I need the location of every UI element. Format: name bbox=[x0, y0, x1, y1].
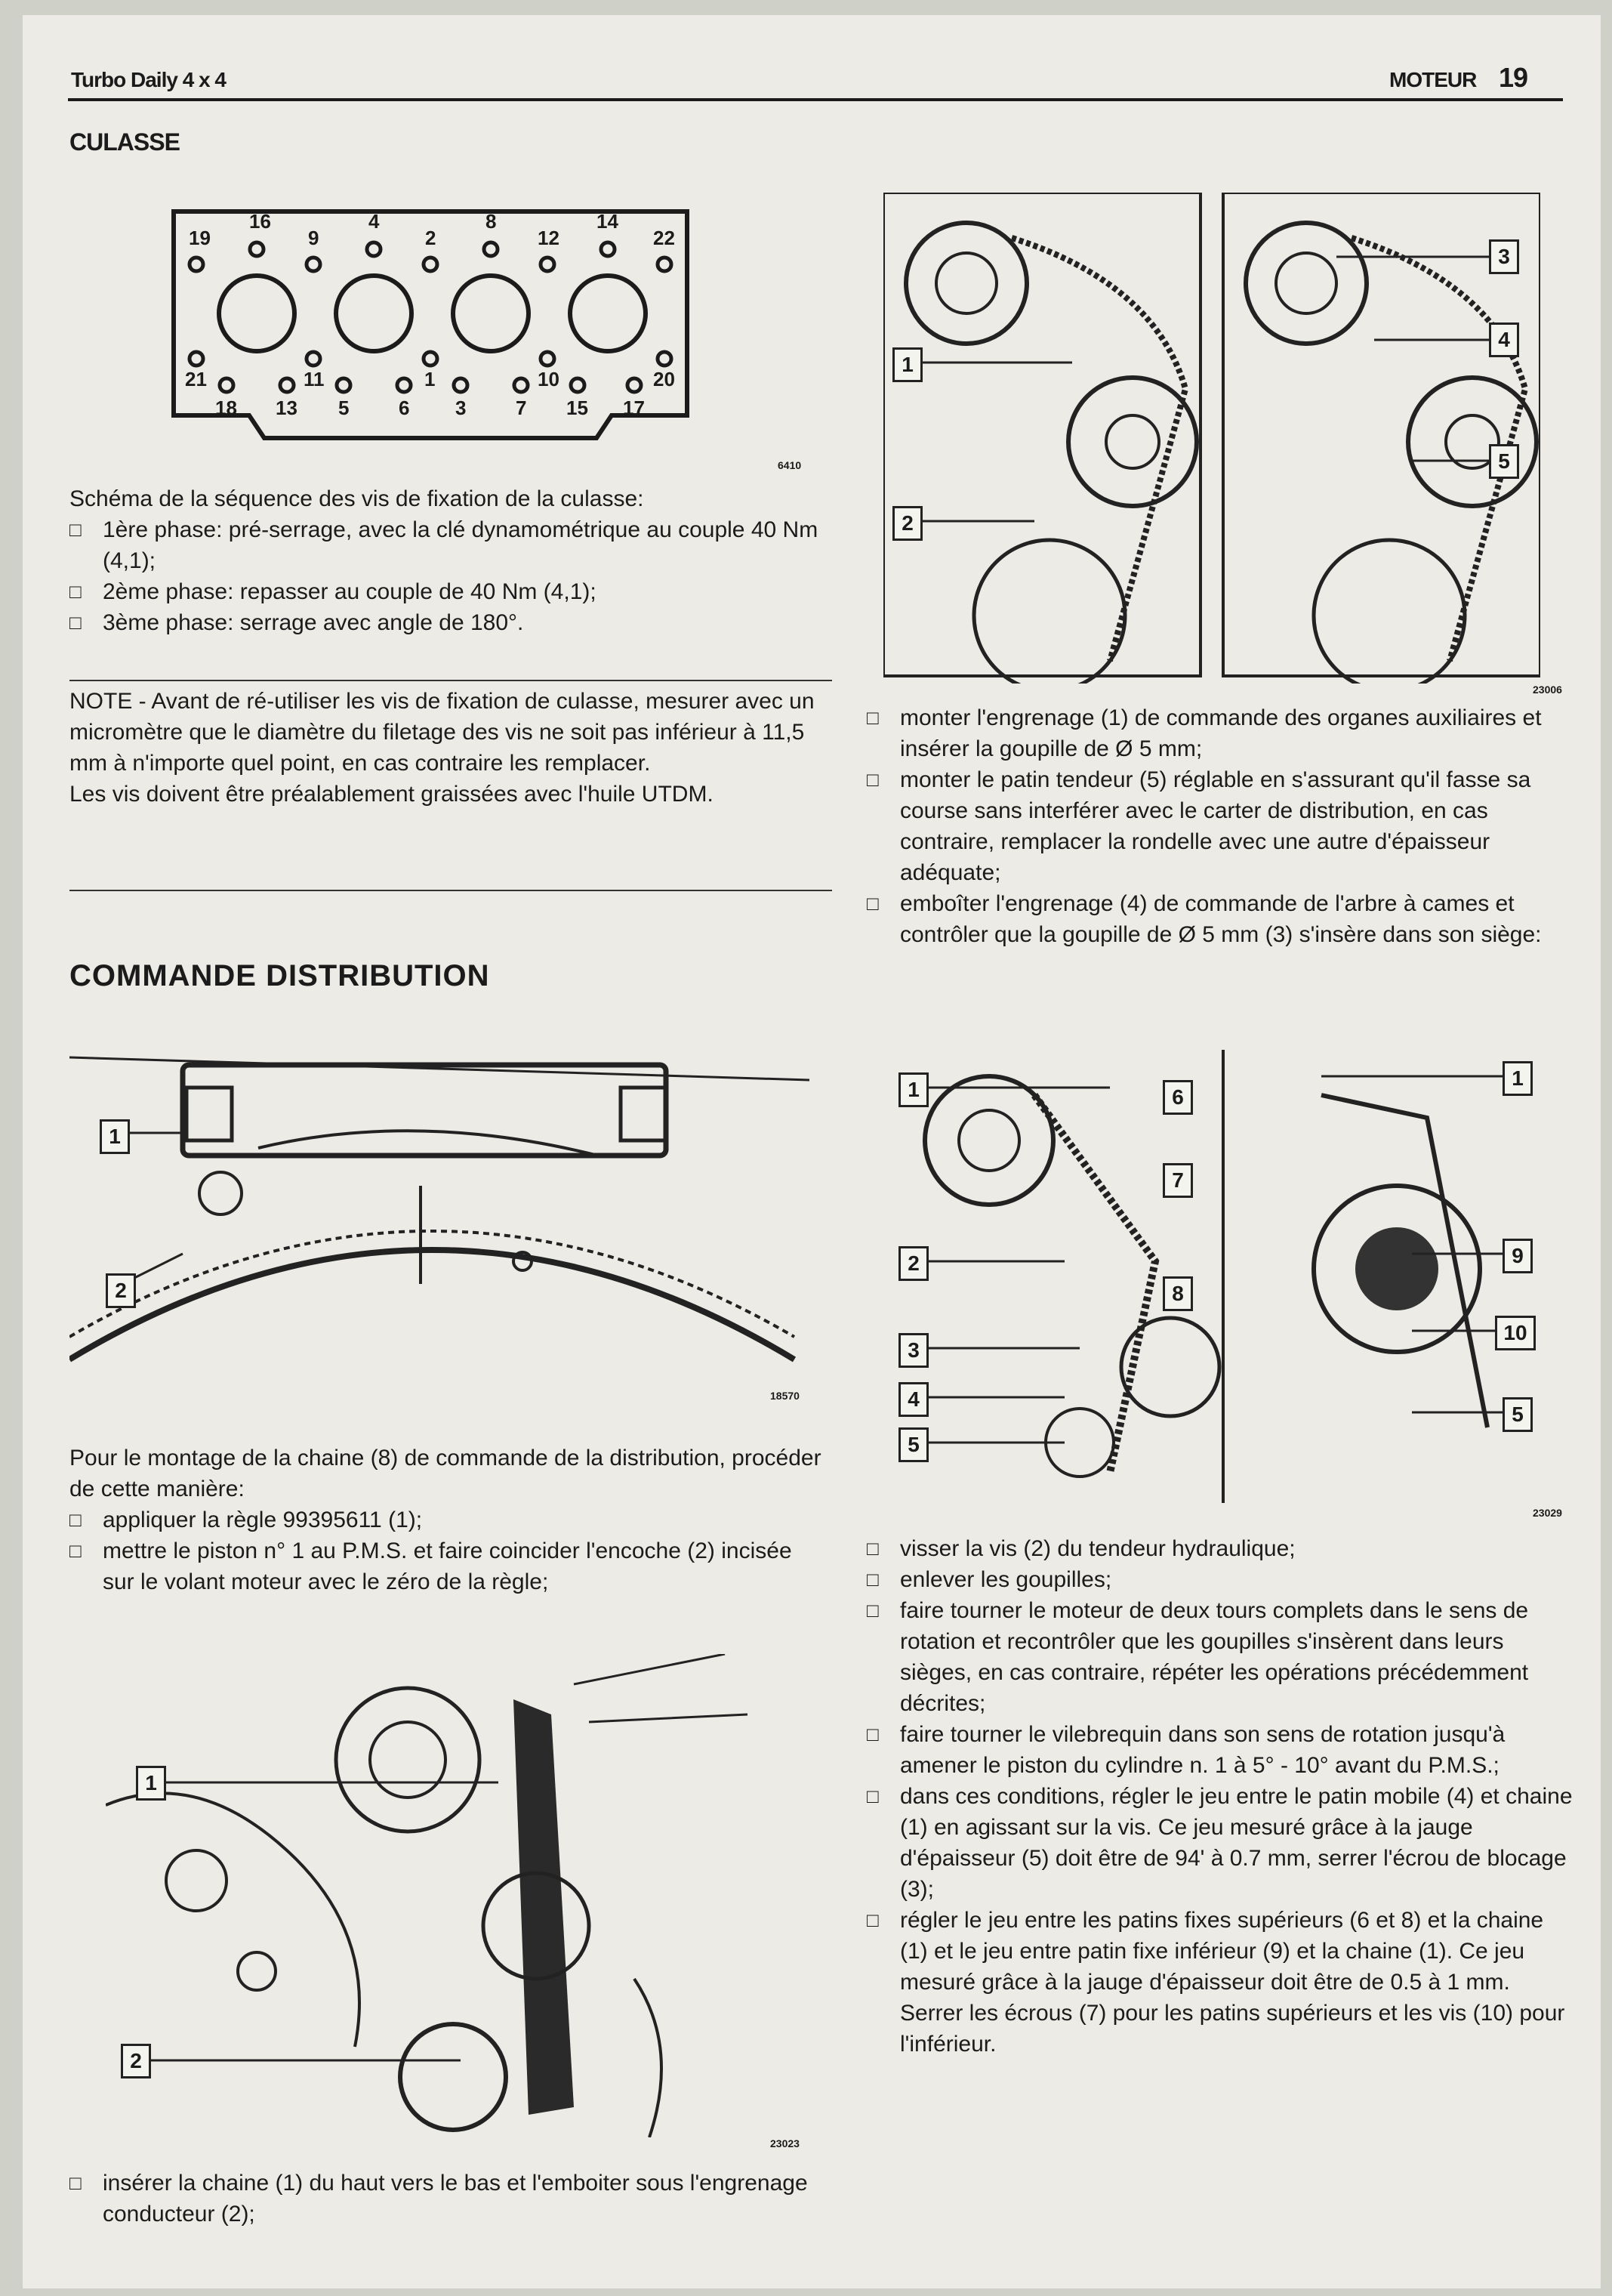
bolt-label: 18 bbox=[215, 397, 237, 419]
cylinder-head-diagram bbox=[143, 189, 717, 461]
callout-5: 5 bbox=[1489, 444, 1519, 479]
bolt-label: 13 bbox=[276, 397, 297, 419]
list-item: □ enlever les goupilles; bbox=[867, 1564, 1577, 1595]
list-item: □ appliquer la règle 99395611 (1); bbox=[69, 1504, 824, 1535]
manual-page bbox=[23, 15, 1601, 2288]
list-item: □ 3ème phase: serrage avec angle de 180°. bbox=[69, 607, 824, 638]
bolt-label: 5 bbox=[338, 397, 350, 419]
list-item: □ 1ère phase: pré-serrage, avec la clé dynamométrique au couple 40 Nm (4,1); bbox=[69, 514, 824, 576]
flywheel-ruler-figure bbox=[69, 1027, 809, 1390]
bolt-label: 3 bbox=[455, 397, 467, 419]
callout-7: 7 bbox=[1163, 1163, 1193, 1198]
bolt-label: 14 bbox=[596, 210, 618, 233]
list-item: □ emboîter l'engrenage (4) de commande de l'arbre à cames et contrôler que la goupille de Ø 5 mm (3) s'insère dans son siège: bbox=[867, 888, 1577, 950]
list-item: □ faire tourner le moteur de deux tours complets dans le sens de rotation et recontrôler que les goupilles s'insèrent dans leurs sièges, en cas contraire, répéter les opérations précédemment décrites; bbox=[867, 1595, 1577, 1719]
callout-3: 3 bbox=[1489, 239, 1519, 274]
list-item: □ dans ces conditions, régler le jeu entre le patin mobile (4) et chaine (1) en agissant sur la vis. Ce jeu mesuré grâce à la jauge d'épaisseur (5) doit être de 94' à 0.7 mm, serrer l'écrou de blocage (3); bbox=[867, 1781, 1577, 1905]
callout-6: 6 bbox=[1163, 1080, 1193, 1115]
right-instructions-a bbox=[867, 702, 1577, 950]
distribution-instructions bbox=[69, 1443, 824, 1597]
callout-2: 2 bbox=[121, 2044, 151, 2078]
bolt-label: 15 bbox=[566, 397, 588, 419]
callout-5: 5 bbox=[898, 1427, 929, 1462]
culasse-note bbox=[69, 686, 824, 810]
figure-id: 23006 bbox=[1533, 684, 1562, 696]
bolt-label: 8 bbox=[485, 210, 497, 233]
culasse-instructions bbox=[69, 483, 824, 638]
callout-1: 1 bbox=[898, 1072, 929, 1107]
chain-tensioner-figure bbox=[883, 1050, 1563, 1503]
culasse-caption: Schéma de la séquence des vis de fixation de la culasse: bbox=[69, 486, 644, 511]
header-model: Turbo Daily 4 x 4 bbox=[71, 68, 226, 91]
figure-id: 6410 bbox=[778, 459, 802, 471]
list-item: □ visser la vis (2) du tendeur hydraulique; bbox=[867, 1533, 1577, 1564]
bolt-label: 11 bbox=[304, 368, 325, 390]
bolt-label: 12 bbox=[538, 227, 559, 249]
bolt-label: 22 bbox=[653, 227, 675, 249]
note-text-2: Les vis doivent être préalablement graissées avec l'huile UTDM. bbox=[69, 782, 714, 807]
page-number: 19 bbox=[1499, 62, 1528, 93]
callout-2: 2 bbox=[898, 1246, 929, 1281]
bolt-label: 2 bbox=[425, 227, 436, 249]
callout-9: 9 bbox=[1503, 1239, 1533, 1273]
bolt-label: 4 bbox=[368, 210, 380, 233]
callout-1: 1 bbox=[892, 347, 923, 382]
right-instructions-b bbox=[867, 1533, 1577, 2060]
header-section: MOTEUR bbox=[1389, 68, 1477, 91]
culasse-title: CULASSE bbox=[69, 128, 180, 156]
bolt-label: 16 bbox=[249, 210, 271, 233]
callout-4: 4 bbox=[1489, 322, 1519, 357]
bolt-label: 20 bbox=[653, 368, 675, 390]
figure-id: 23023 bbox=[770, 2137, 800, 2149]
header-rule bbox=[68, 98, 1563, 101]
bolt-label: 10 bbox=[538, 368, 559, 390]
bolt-label: 21 bbox=[185, 368, 207, 390]
note-rule-bottom bbox=[69, 890, 832, 891]
chain-insert-step bbox=[69, 2168, 824, 2230]
bolt-label: 7 bbox=[516, 397, 527, 419]
list-item: □ 2ème phase: repasser au couple de 40 Nm (4,1); bbox=[69, 576, 824, 607]
bolt-label: 1 bbox=[424, 368, 436, 390]
list-item: □ monter l'engrenage (1) de commande des organes auxiliaires et insérer la goupille de Ø 5 mm; bbox=[867, 702, 1577, 764]
distribution-intro: Pour le montage de la chaine (8) de commande de la distribution, procéder de cette manière: bbox=[69, 1446, 821, 1501]
note-rule-top bbox=[69, 680, 832, 681]
note-text: NOTE - Avant de ré-utiliser les vis de fixation de culasse, mesurer avec un micromètre que le diamètre du filetage des vis ne soit pas inférieur à 11,5 mm à n'importe quel point, en cas contraire les remplacer. bbox=[69, 689, 815, 776]
timing-gears-figure bbox=[883, 193, 1540, 684]
distribution-title: COMMANDE DISTRIBUTION bbox=[69, 959, 490, 992]
bolt-label: 9 bbox=[308, 227, 319, 249]
list-item: □ régler le jeu entre les patins fixes supérieurs (6 et 8) et la chaine (1) et le jeu entre patin fixe inférieur (9) et la chaine (1). Ce jeu mesuré grâce à la jauge d'épaisseur doit être de 0.5 à 1 mm. Serrer les écrous (7) pour les patins supérieurs et les vis (10) pour l'inférieur. bbox=[867, 1905, 1577, 2060]
callout-5: 5 bbox=[1503, 1397, 1533, 1432]
figure-id: 23029 bbox=[1533, 1507, 1562, 1519]
callout-2: 2 bbox=[892, 506, 923, 541]
callout-4: 4 bbox=[898, 1382, 929, 1417]
figure-id: 18570 bbox=[770, 1390, 800, 1402]
list-item: □ mettre le piston n° 1 au P.M.S. et faire coincider l'encoche (2) incisée sur le volant moteur avec le zéro de la règle; bbox=[69, 1535, 824, 1597]
chain-install-figure bbox=[106, 1654, 808, 2137]
callout-10: 10 bbox=[1495, 1316, 1536, 1350]
bolt-label: 19 bbox=[189, 227, 211, 249]
callout-8: 8 bbox=[1163, 1276, 1193, 1311]
list-item: □ faire tourner le vilebrequin dans son sens de rotation jusqu'à amener le piston du cylindre n. 1 à 5° - 10° avant du P.M.S.; bbox=[867, 1719, 1577, 1781]
callout-1: 1 bbox=[1503, 1061, 1533, 1096]
list-item: □ insérer la chaine (1) du haut vers le bas et l'emboiter sous l'engrenage conducteur (2); bbox=[69, 2168, 824, 2230]
callout-1: 1 bbox=[136, 1766, 166, 1801]
callout-1: 1 bbox=[100, 1119, 130, 1154]
callout-3: 3 bbox=[898, 1333, 929, 1368]
list-item: □ monter le patin tendeur (5) réglable en s'assurant qu'il fasse sa course sans interférer avec le carter de distribution, en cas contraire, remplacer la rondelle avec une autre d'épaisseur adéquate; bbox=[867, 764, 1577, 888]
bolt-label: 6 bbox=[399, 397, 410, 419]
callout-2: 2 bbox=[106, 1273, 136, 1308]
bolt-label: 17 bbox=[623, 397, 645, 419]
